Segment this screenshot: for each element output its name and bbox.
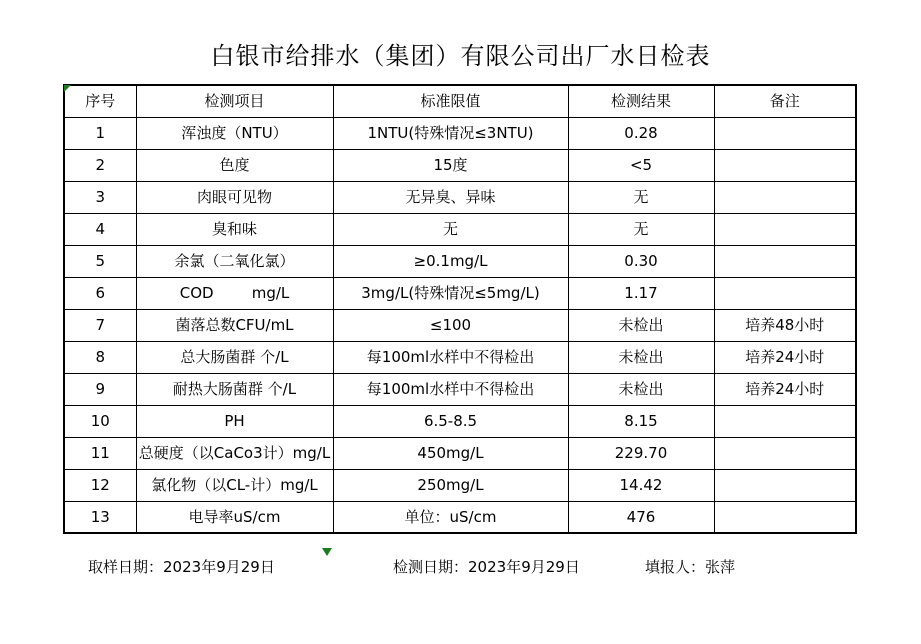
- sampling-date: [88, 556, 275, 577]
- header-item: 检测项目: [136, 85, 333, 117]
- cell-result: 476: [568, 501, 714, 533]
- cell-item: 电导率uS/cm: [136, 501, 333, 533]
- cell-standard: 1NTU(特殊情况≤3NTU): [333, 117, 568, 149]
- cell-index: 3: [64, 181, 136, 213]
- table-row: [64, 309, 856, 341]
- table-row: [64, 277, 856, 309]
- cell-index: 13: [64, 501, 136, 533]
- cell-standard: 450mg/L: [333, 437, 568, 469]
- cell-item: 余氯（二氧化氯）: [136, 245, 333, 277]
- sampling-date-label: 取样日期：: [88, 558, 164, 576]
- table-row: [64, 373, 856, 405]
- cell-result: 无: [568, 213, 714, 245]
- cell-result: 14.42: [568, 469, 714, 501]
- cell-item: 耐热大肠菌群 个/L: [136, 373, 333, 405]
- cell-remark: [714, 213, 856, 245]
- cell-item: 臭和味: [136, 213, 333, 245]
- cell-remark: [714, 469, 856, 501]
- cell-index: 6: [64, 277, 136, 309]
- cell-item: 色度: [136, 149, 333, 181]
- page-title: 白银市给排水（集团）有限公司出厂水日检表: [210, 42, 711, 70]
- cell-standard: ≤100: [333, 309, 568, 341]
- header-row: [64, 85, 856, 117]
- cell-standard: 无: [333, 213, 568, 245]
- table-row: [64, 117, 856, 149]
- table-row: [64, 149, 856, 181]
- cell-index: 4: [64, 213, 136, 245]
- cell-item: 肉眼可见物: [136, 181, 333, 213]
- cell-item: COD mg/L: [136, 277, 333, 309]
- cell-remark: [714, 437, 856, 469]
- cell-item: PH: [136, 405, 333, 437]
- cell-remark: [714, 181, 856, 213]
- cell-index: 12: [64, 469, 136, 501]
- table-row: [64, 341, 856, 373]
- cell-standard: 每100ml水样中不得检出: [333, 341, 568, 373]
- cell-item: 菌落总数CFU/mL: [136, 309, 333, 341]
- cell-standard: 无异臭、异味: [333, 181, 568, 213]
- cell-remark: 培养24小时: [714, 341, 856, 373]
- excel-cell-corner-marker-icon: [64, 85, 71, 92]
- cell-index: 10: [64, 405, 136, 437]
- cell-standard: 15度: [333, 149, 568, 181]
- cell-standard: 6.5-8.5: [333, 405, 568, 437]
- cell-remark: 培养24小时: [714, 373, 856, 405]
- reporter-label: 填报人：: [645, 558, 706, 576]
- cell-result: 0.30: [568, 245, 714, 277]
- table-row: [64, 437, 856, 469]
- cell-index: 8: [64, 341, 136, 373]
- cell-remark: [714, 245, 856, 277]
- header-index: 序号: [64, 85, 136, 117]
- cell-index: 9: [64, 373, 136, 405]
- cell-result: 无: [568, 181, 714, 213]
- cell-result: 未检出: [568, 309, 714, 341]
- cell-index: 1: [64, 117, 136, 149]
- cell-remark: [714, 117, 856, 149]
- cell-index: 5: [64, 245, 136, 277]
- cell-remark: [714, 149, 856, 181]
- cell-remark: [714, 501, 856, 533]
- cell-remark: [714, 277, 856, 309]
- cell-result: 1.17: [568, 277, 714, 309]
- cell-result: 0.28: [568, 117, 714, 149]
- cell-standard: 3mg/L(特殊情况≤5mg/L): [333, 277, 568, 309]
- header-remark: 备注: [714, 85, 856, 117]
- cell-index: 11: [64, 437, 136, 469]
- cell-standard: 每100ml水样中不得检出: [333, 373, 568, 405]
- cell-remark: [714, 405, 856, 437]
- cell-remark: 培养48小时: [714, 309, 856, 341]
- cell-result: 229.70: [568, 437, 714, 469]
- cell-standard: 250mg/L: [333, 469, 568, 501]
- table-row: [64, 501, 856, 533]
- reporter-value: 张萍: [705, 558, 736, 576]
- reporter: [645, 556, 735, 577]
- cell-index: 2: [64, 149, 136, 181]
- testing-date-value: 2023年9月29日: [468, 558, 580, 576]
- table-row: [64, 181, 856, 213]
- cell-item: 氯化物（以CL-计）mg/L: [136, 469, 333, 501]
- excel-bottom-marker-icon: [322, 548, 332, 556]
- testing-date-label: 检测日期：: [393, 558, 469, 576]
- cell-result: 未检出: [568, 341, 714, 373]
- cell-standard: ≥0.1mg/L: [333, 245, 568, 277]
- cell-standard: 单位：uS/cm: [333, 501, 568, 533]
- cell-result: 8.15: [568, 405, 714, 437]
- table-row: [64, 405, 856, 437]
- testing-date: [393, 556, 580, 577]
- cell-result: 未检出: [568, 373, 714, 405]
- sampling-date-value: 2023年9月29日: [163, 558, 275, 576]
- table-row: [64, 213, 856, 245]
- cell-result: <5: [568, 149, 714, 181]
- cell-item: 浑浊度（NTU）: [136, 117, 333, 149]
- header-result: 检测结果: [568, 85, 714, 117]
- cell-item: 总硬度（以CaCo3计）mg/L: [136, 437, 333, 469]
- table-row: [64, 245, 856, 277]
- inspection-table: [63, 84, 857, 534]
- cell-index: 7: [64, 309, 136, 341]
- cell-item: 总大肠菌群 个/L: [136, 341, 333, 373]
- table-row: [64, 469, 856, 501]
- header-standard: 标准限值: [333, 85, 568, 117]
